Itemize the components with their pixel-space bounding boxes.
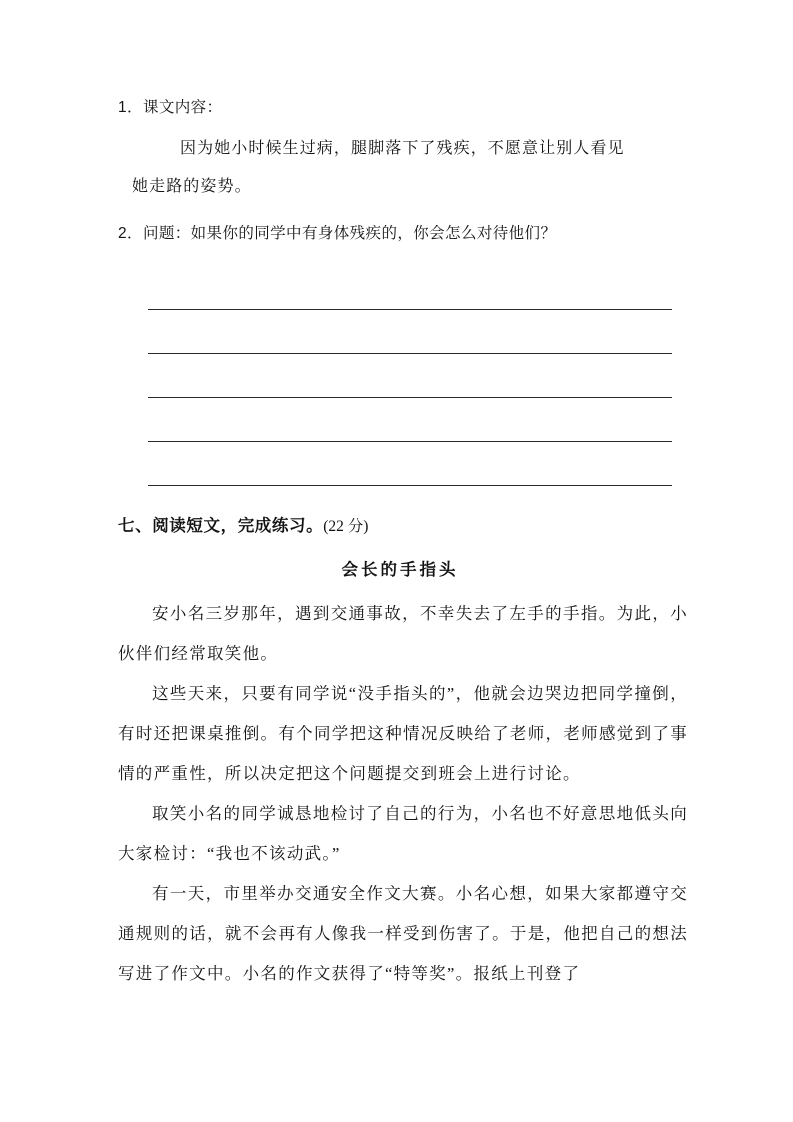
exercise-item-1	[118, 96, 688, 120]
section-heading	[118, 512, 688, 536]
answer-line[interactable]	[148, 266, 672, 310]
exercise-1-label: 课文内容：	[142, 99, 223, 116]
section-heading-text: 七、阅读短文，完成练习。	[118, 517, 324, 535]
worksheet-content	[118, 96, 688, 994]
article-title: 会长的手指头	[341, 561, 459, 579]
article-paragraph: 取笑小名的同学诚恳地检讨了自己的行为，小名也不好意思地低头向大家检讨：“我也不该动武。”	[118, 804, 688, 863]
exercise-1-dot: ．	[127, 99, 143, 116]
exercise-2-number: 2	[118, 225, 128, 242]
exercise-item-2	[118, 222, 688, 246]
article-body	[118, 594, 688, 994]
exercise-2-dot: ．	[127, 225, 143, 242]
article-paragraph: 这些天来，只要有同学说“没手指头的”，他就会边哭边把同学撞倒，有时还把课桌推倒。有个同学把这种情况反映给了老师，老师感觉到了事情的严重性，所以决定把这个问题提交到班会上进行讨论。	[118, 684, 688, 783]
exercise-1-number: 1	[118, 99, 128, 116]
answer-lines[interactable]	[148, 266, 672, 486]
quote-line: 因为她小时候生过病，腿脚落下了残疾，不愿意让别人看见	[180, 140, 625, 157]
answer-line[interactable]	[148, 310, 672, 354]
exercise-1-quote	[132, 130, 688, 206]
quote-line: 她走路的姿势。	[132, 178, 252, 195]
section-score: (22 分)	[323, 518, 369, 535]
article-paragraph: 有一天，市里举办交通安全作文大赛。小名心想，如果大家都遵守交通规则的话，就不会再有人像我一样受到伤害了。于是，他把自己的想法写进了作文中。小名的作文获得了“特等奖”。报纸上刊登了	[118, 884, 688, 983]
spacer	[118, 206, 688, 222]
answer-line[interactable]	[148, 398, 672, 442]
answer-line[interactable]	[148, 442, 672, 486]
article-paragraph: 安小名三岁那年，遇到交通事故，不幸失去了左手的手指。为此，小伙伴们经常取笑他。	[118, 604, 688, 663]
answer-line[interactable]	[148, 354, 672, 398]
exercise-2-label: 问题：如果你的同学中有身体残疾的，你会怎么对待他们？	[142, 225, 557, 242]
